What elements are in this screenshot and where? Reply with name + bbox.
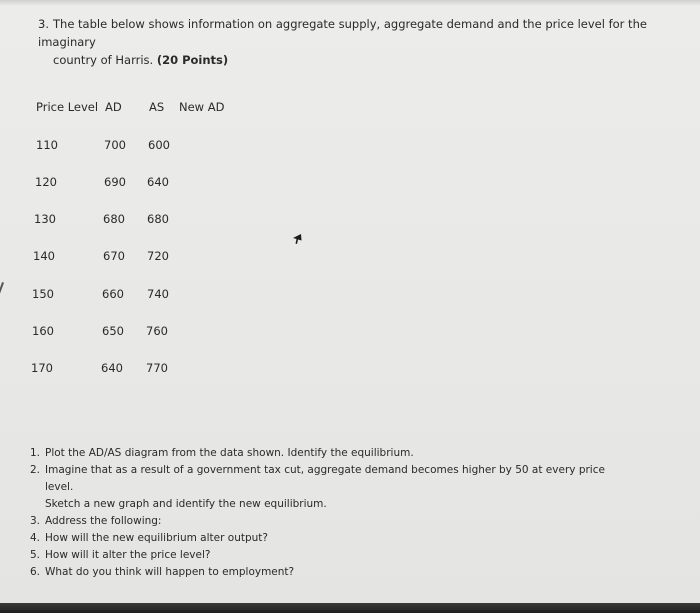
list-item [30,547,630,564]
task-list [30,445,630,581]
screen-bottom-edge [0,603,700,613]
list-item [30,513,630,530]
cell-price: 170 [31,361,53,375]
task-text-continued: Sketch a new graph and identify the new equilibrium. [45,498,327,510]
table-row [0,175,260,191]
task-number: 2. [30,464,41,476]
task-number: 6. [30,566,41,578]
header-price-level: Price Level [36,100,99,114]
question-header [38,15,658,69]
cell-as: 600 [148,138,170,152]
task-number: 5. [30,549,41,561]
cell-ad: 670 [103,249,125,263]
question-number: 3. [38,17,49,31]
question-line-2 [38,51,658,69]
cell-price: 140 [33,249,55,263]
table-row [0,212,260,228]
cell-as: 680 [147,212,169,226]
task-text: How will the new equilibrium alter output? [45,532,268,544]
cell-price: 150 [32,287,54,301]
task-number: 3. [30,515,41,527]
question-points: (20 Points) [156,53,229,67]
cell-as: 740 [147,287,169,301]
cell-price: 130 [34,212,56,226]
task-text: Plot the AD/AS diagram from the data shown. Identify the equilibrium. [45,447,414,459]
table-row [0,249,260,265]
cell-as: 770 [146,361,168,375]
list-item [30,445,630,462]
cell-ad: 690 [104,175,126,189]
cell-as: 760 [146,324,168,338]
mouse-pointer-icon [292,233,302,245]
task-number: 4. [30,532,41,544]
cell-ad: 700 [104,138,126,152]
cell-ad: 680 [103,212,125,226]
table-row [0,138,260,154]
task-number: 1. [30,447,41,459]
table-row [0,361,260,377]
header-ad: AD [105,100,122,114]
task-text: What do you think will happen to employment? [45,566,295,578]
list-item [30,564,630,581]
cell-ad: 660 [102,287,124,301]
table-row [0,287,260,303]
cell-price: 110 [36,138,58,152]
cell-price: 120 [35,175,57,189]
cell-ad: 650 [102,324,124,338]
cell-ad: 640 [101,361,123,375]
table-row [0,324,260,340]
top-edge-shadow [0,0,700,6]
question-text-2: country of Harris. [53,53,154,67]
task-text: Address the following: [45,515,162,527]
question-text-1: The table below shows information on aggregate supply, aggregate demand and the price level for the imaginary [38,17,647,49]
cell-as: 720 [147,249,169,263]
list-item [30,462,630,513]
task-text: Imagine that as a result of a government tax cut, aggregate demand becomes higher by 50 at every price level. [45,464,605,493]
header-new-ad: New AD [179,100,225,114]
cell-price: 160 [32,324,54,338]
list-item [30,530,630,547]
cell-as: 640 [147,175,169,189]
question-line-1 [38,15,658,51]
header-as: AS [149,100,165,114]
task-text: How will it alter the price level? [45,549,211,561]
